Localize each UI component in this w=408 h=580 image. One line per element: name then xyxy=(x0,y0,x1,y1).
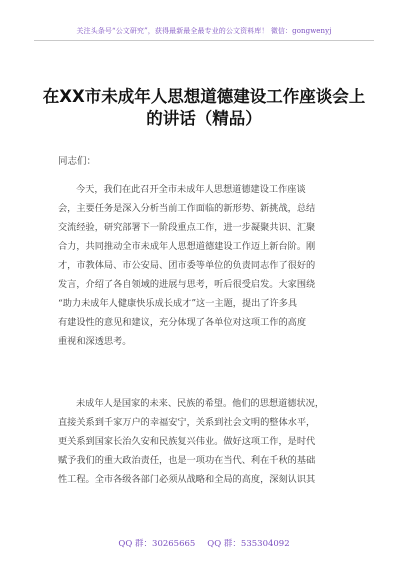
paragraph-line: 发言，介绍了各自领域的进展与思考，听后很受启发。大家围绕 xyxy=(58,279,316,290)
paragraph-line: 性工程。全市各级各部门必须从战略和全局的高度，深刻认识其 xyxy=(58,474,316,485)
paragraph-line: 直接关系到千家万户的幸福安宁，关系到社会文明的整体水平， xyxy=(58,417,316,428)
footer-qq-group-2: QQ 群：535304092 xyxy=(207,539,290,549)
paragraph-line: “助力未成年人健康快乐成长成才”这一主题，提出了许多具 xyxy=(58,298,298,309)
paragraph-line: 重视和深透思考。 xyxy=(58,336,132,347)
salutation: 同志们： xyxy=(58,156,97,167)
header-note: 关注头条号“公文研究”，获得最新最全最专业的公文资料库！ 微信：gongwenyj xyxy=(76,27,332,35)
title-line-1: 在XX市未成年人思想道德建设工作座谈会上 xyxy=(42,87,366,106)
paragraph-line: 会，主要任务是深入分析当前工作面临的新形势、新挑战，总结 xyxy=(58,203,316,214)
header-divider xyxy=(34,40,374,41)
paragraph-line: 交流经验，研究部署下一阶段重点工作，进一步凝聚共识、汇聚 xyxy=(58,222,316,233)
paragraph-line: 才，市教体局、市公安局、团市委等单位的负责同志作了很好的 xyxy=(58,260,316,271)
paragraph-2 xyxy=(58,394,358,489)
footer-qq-group-1: QQ 群：30265665 xyxy=(118,539,196,549)
title-line-2: 的讲话（精品） xyxy=(146,109,262,128)
footer xyxy=(0,537,408,549)
paragraph-line: 未成年人是国家的未来、民族的希望。他们的思想道德状况， xyxy=(76,398,325,409)
paragraph-1 xyxy=(58,180,358,351)
document-title xyxy=(30,86,378,130)
paragraph-line: 有建设性的意见和建议，充分体现了各单位对这项工作的高度 xyxy=(58,317,307,328)
paragraph-line: 今天，我们在此召开全市未成年人思想道德建设工作座谈 xyxy=(76,184,306,195)
paragraph-line: 赋予我们的重大政治责任，也是一项功在当代、利在千秋的基础 xyxy=(58,455,316,466)
paragraph-line: 更关系到国家长治久安和民族复兴伟业。做好这项工作，是时代 xyxy=(58,436,316,447)
paragraph-line: 合力，共同推动全市未成年人思想道德建设工作迈上新台阶。刚 xyxy=(58,241,316,252)
